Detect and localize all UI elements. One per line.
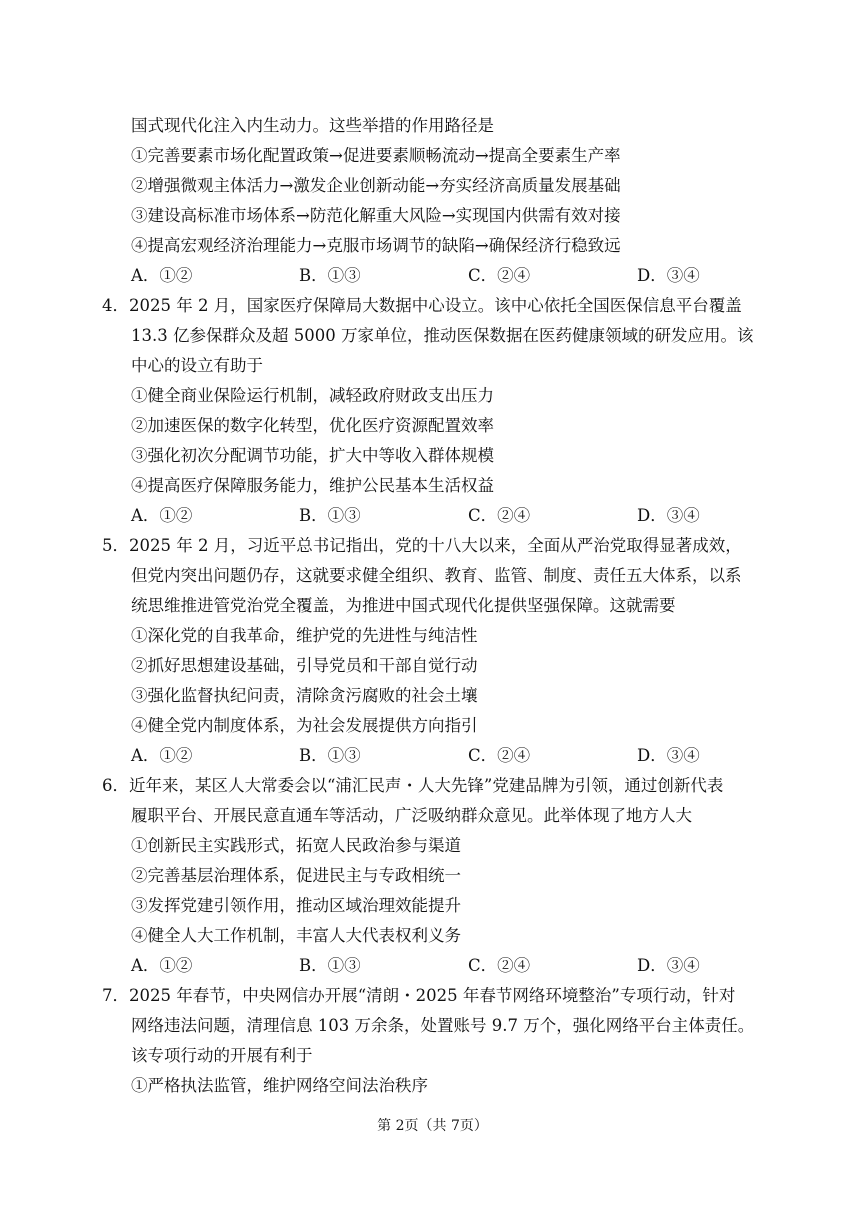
q4-stem-line-3: 中心的设立有助于 xyxy=(131,356,263,375)
choice-a: A．①② xyxy=(131,506,193,525)
choice-b: B．①③ xyxy=(299,266,361,285)
q5-statement-3: ③强化监督执纪问责，清除贪污腐败的社会土壤 xyxy=(131,686,478,705)
q3-stem-continuation: 国式现代化注入内生动力。这些举措的作用路径是 xyxy=(131,116,494,135)
q7-stem-line-1: 7．2025 年春节，中央网信办开展“清朗・2025 年春节网络环境整治”专项行动，针对 xyxy=(102,986,736,1005)
page-number-footer: 第 2页（共 7页） xyxy=(377,1118,488,1134)
choice-d: D．③④ xyxy=(637,506,700,525)
choice-b: B．①③ xyxy=(299,956,361,975)
q3-statement-2: ②增强微观主体活力→激发企业创新动能→夯实经济高质量发展基础 xyxy=(131,176,621,195)
q3-statement-3: ③建设高标准市场体系→防范化解重大风险→实现国内供需有效对接 xyxy=(131,206,621,225)
choice-a: A．①② xyxy=(131,956,193,975)
choice-a: A．①② xyxy=(131,746,193,765)
q7-statement-1: ①严格执法监管，维护网络空间法治秩序 xyxy=(131,1076,428,1095)
q5-choices xyxy=(131,746,821,766)
q4-stem-line-1: 4．2025 年 2 月，国家医疗保障局大数据中心设立。该中心依托全国医保信息平台覆盖 xyxy=(102,296,742,315)
q6-choices xyxy=(131,956,821,976)
choice-c: C．②④ xyxy=(468,266,531,285)
choice-c: C．②④ xyxy=(468,506,531,525)
q4-statement-3: ③强化初次分配调节功能，扩大中等收入群体规模 xyxy=(131,446,494,465)
q6-statement-4: ④健全人大工作机制，丰富人大代表权利义务 xyxy=(131,926,461,945)
choice-d: D．③④ xyxy=(637,956,700,975)
q6-statement-3: ③发挥党建引领作用，推动区域治理效能提升 xyxy=(131,896,461,915)
choice-d: D．③④ xyxy=(637,746,700,765)
q5-statement-1: ①深化党的自我革命，维护党的先进性与纯洁性 xyxy=(131,626,478,645)
q5-stem-line-1: 5．2025 年 2 月，习近平总书记指出，党的十八大以来，全面从严治党取得显著成效， xyxy=(102,536,742,555)
q4-statement-1: ①健全商业保险运行机制，减轻政府财政支出压力 xyxy=(131,386,494,405)
q6-stem-line-1: 6．近年来，某区人大常委会以“浦汇民声・人大先锋”党建品牌为引领，通过创新代表 xyxy=(102,776,724,795)
q6-statement-1: ①创新民主实践形式，拓宽人民政治参与渠道 xyxy=(131,836,461,855)
choice-d: D．③④ xyxy=(637,266,700,285)
q3-choices xyxy=(131,266,821,286)
q5-statement-2: ②抓好思想建设基础，引导党员和干部自觉行动 xyxy=(131,656,478,675)
q7-stem-line-2: 网络违法问题，清理信息 103 万余条，处置账号 9.7 万个，强化网络平台主体责任。 xyxy=(131,1016,755,1035)
choice-c: C．②④ xyxy=(468,956,531,975)
choice-a: A．①② xyxy=(131,266,193,285)
q6-statement-2: ②完善基层治理体系，促进民主与专政相统一 xyxy=(131,866,461,885)
q4-statement-4: ④提高医疗保障服务能力，维护公民基本生活权益 xyxy=(131,476,494,495)
q3-statement-1: ①完善要素市场化配置政策→促进要素顺畅流动→提高全要素生产率 xyxy=(131,146,621,165)
q4-choices xyxy=(131,506,821,526)
q7-stem-line-3: 该专项行动的开展有利于 xyxy=(131,1046,313,1065)
q6-stem-line-2: 履职平台、开展民意直通车等活动，广泛吸纳群众意见。此举体现了地方人大 xyxy=(131,806,692,825)
choice-c: C．②④ xyxy=(468,746,531,765)
q5-stem-line-2: 但党内突出问题仍存，这就要求健全组织、教育、监管、制度、责任五大体系，以系 xyxy=(131,566,742,585)
q4-stem-line-2: 13.3 亿参保群众及超 5000 万家单位，推动医保数据在医药健康领域的研发应用。该 xyxy=(131,326,754,345)
q5-statement-4: ④健全党内制度体系，为社会发展提供方向指引 xyxy=(131,716,478,735)
q4-statement-2: ②加速医保的数字化转型，优化医疗资源配置效率 xyxy=(131,416,494,435)
q3-statement-4: ④提高宏观经济治理能力→克服市场调节的缺陷→确保经济行稳致远 xyxy=(131,236,621,255)
choice-b: B．①③ xyxy=(299,746,361,765)
q5-stem-line-3: 统思维推进管党治党全覆盖，为推进中国式现代化提供坚强保障。这就需要 xyxy=(131,596,676,615)
choice-b: B．①③ xyxy=(299,506,361,525)
